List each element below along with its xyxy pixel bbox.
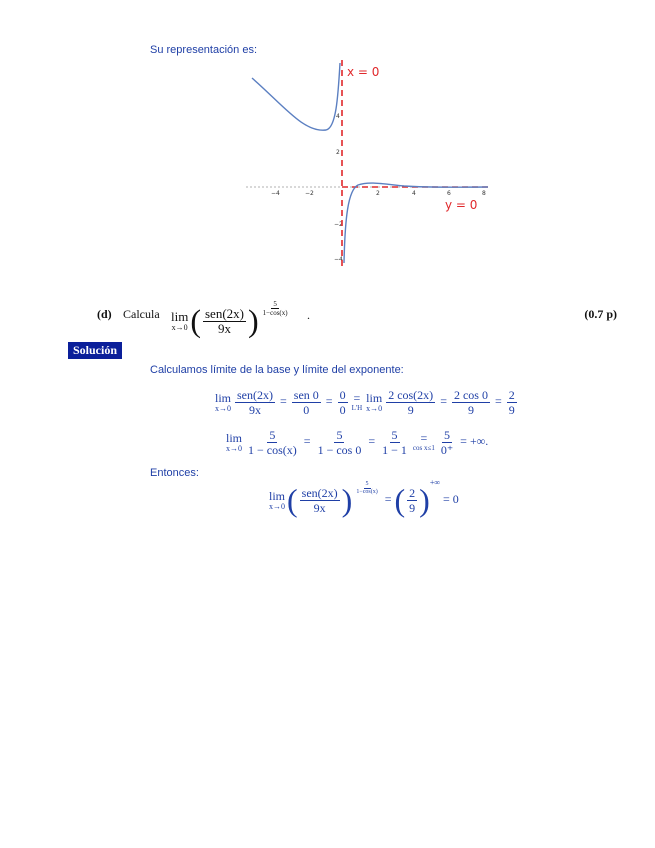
lim-op: lim: [226, 431, 243, 445]
lim-op: lim: [215, 391, 232, 405]
fraction-den: 1 − cos(x): [248, 443, 297, 457]
fraction-num: 2: [409, 485, 416, 500]
paren-close: ): [341, 481, 353, 518]
x-tick: −2: [305, 190, 314, 197]
fraction-den: 0: [339, 403, 346, 417]
y-tick: −4: [334, 256, 343, 263]
fraction-num: sen(2x): [205, 305, 244, 321]
y-tick: 4: [336, 113, 340, 120]
x-tick: 4: [412, 190, 416, 197]
equation-2: [0, 428, 655, 457]
calc-intro-text: Calculamos límite de la base y límite del exponente:: [150, 364, 404, 376]
equals-sign: =: [384, 492, 392, 506]
equals-sign: =: [280, 394, 287, 409]
equals-sign: =: [353, 390, 361, 405]
fraction-den: 9x: [218, 320, 231, 336]
fraction-den: 1 − cos 0: [317, 443, 362, 457]
x-tick: 6: [447, 190, 451, 197]
function-graph: [244, 58, 494, 268]
problem-label: (d): [97, 307, 112, 321]
fraction-den: 9: [407, 403, 414, 417]
fraction-den: 9: [409, 500, 416, 515]
fraction-num: 2: [508, 388, 515, 402]
exponent: +∞: [429, 478, 441, 487]
equation-3: [0, 478, 655, 519]
fraction-num: 5: [336, 428, 343, 442]
fraction-den: 1 − 1: [382, 443, 407, 457]
paren-close: ): [248, 302, 259, 339]
fraction-num: 5: [391, 428, 398, 442]
problem-period: .: [307, 308, 310, 322]
paren-close: ): [419, 481, 430, 518]
lim-op: lim: [366, 391, 383, 405]
intro-text: Su representación es:: [150, 44, 258, 56]
lim-sub: x→0: [226, 444, 242, 453]
lhopital-sub: L'H: [351, 403, 363, 412]
fraction-den: 9x: [249, 403, 262, 417]
fraction-num: 5: [269, 428, 276, 442]
y-tick: −2: [334, 221, 343, 228]
equals-sign: =: [325, 394, 333, 409]
fraction-num: 0: [339, 388, 346, 402]
horizontal-asymptote-label: y = 0: [445, 198, 478, 212]
exp-den: 1−cos(x): [262, 309, 288, 317]
fraction-den: 0: [303, 403, 310, 417]
x-tick: 8: [482, 190, 486, 197]
paren-open: (: [394, 481, 406, 518]
lim-sub: x→0: [269, 501, 285, 511]
equals-sign: =: [303, 434, 311, 449]
fraction-num: sen(2x): [237, 388, 274, 402]
curve-right-branch: [344, 183, 488, 263]
equation-1: [0, 388, 655, 417]
fraction-num: sen 0: [293, 388, 319, 402]
cos-condition-sub: cos x≤1: [412, 443, 435, 452]
x-tick: −4: [271, 190, 280, 197]
curve-left-branch: [252, 63, 340, 130]
equals-sign: =: [494, 394, 502, 409]
lim-sub: x→0: [366, 404, 383, 413]
x-tick: 2: [376, 190, 380, 197]
fraction-num: 2 cos(2x): [388, 388, 434, 402]
exp-num: 5: [365, 481, 369, 487]
equals-sign: =: [368, 434, 376, 449]
problem-statement: [97, 290, 617, 340]
lim-op: lim: [171, 308, 189, 324]
equals-sign: =: [440, 394, 447, 409]
x-ticks: [271, 190, 486, 197]
problem-points: (0.7 p): [584, 307, 617, 321]
lim-op: lim: [269, 488, 286, 503]
problem-text: Calcula: [123, 307, 160, 321]
paren-open: (: [287, 481, 298, 518]
fraction-num: 5: [444, 428, 450, 442]
fraction-den: 9: [508, 403, 515, 417]
fraction-num: 2 cos 0: [453, 388, 488, 402]
equals-sign: =: [420, 430, 428, 445]
lim-sub: x→0: [171, 322, 188, 332]
result: = +∞.: [460, 434, 489, 449]
problem-expression: [169, 300, 292, 340]
entonces-text: Entonces:: [150, 467, 199, 479]
exp-num: 5: [273, 300, 277, 308]
result: = 0: [443, 492, 459, 506]
y-tick: 2: [336, 149, 340, 156]
solution-badge: Solución: [68, 342, 122, 359]
exp-den: 1−cos(x): [356, 489, 378, 495]
fraction-den: 9: [467, 403, 474, 417]
fraction-num: sen(2x): [301, 485, 338, 500]
fraction-den: 0⁺: [440, 443, 454, 457]
fraction-den: 9x: [313, 500, 326, 515]
lim-sub: x→0: [215, 404, 231, 413]
paren-open: (: [190, 302, 201, 339]
vertical-asymptote-label: x = 0: [347, 65, 380, 79]
